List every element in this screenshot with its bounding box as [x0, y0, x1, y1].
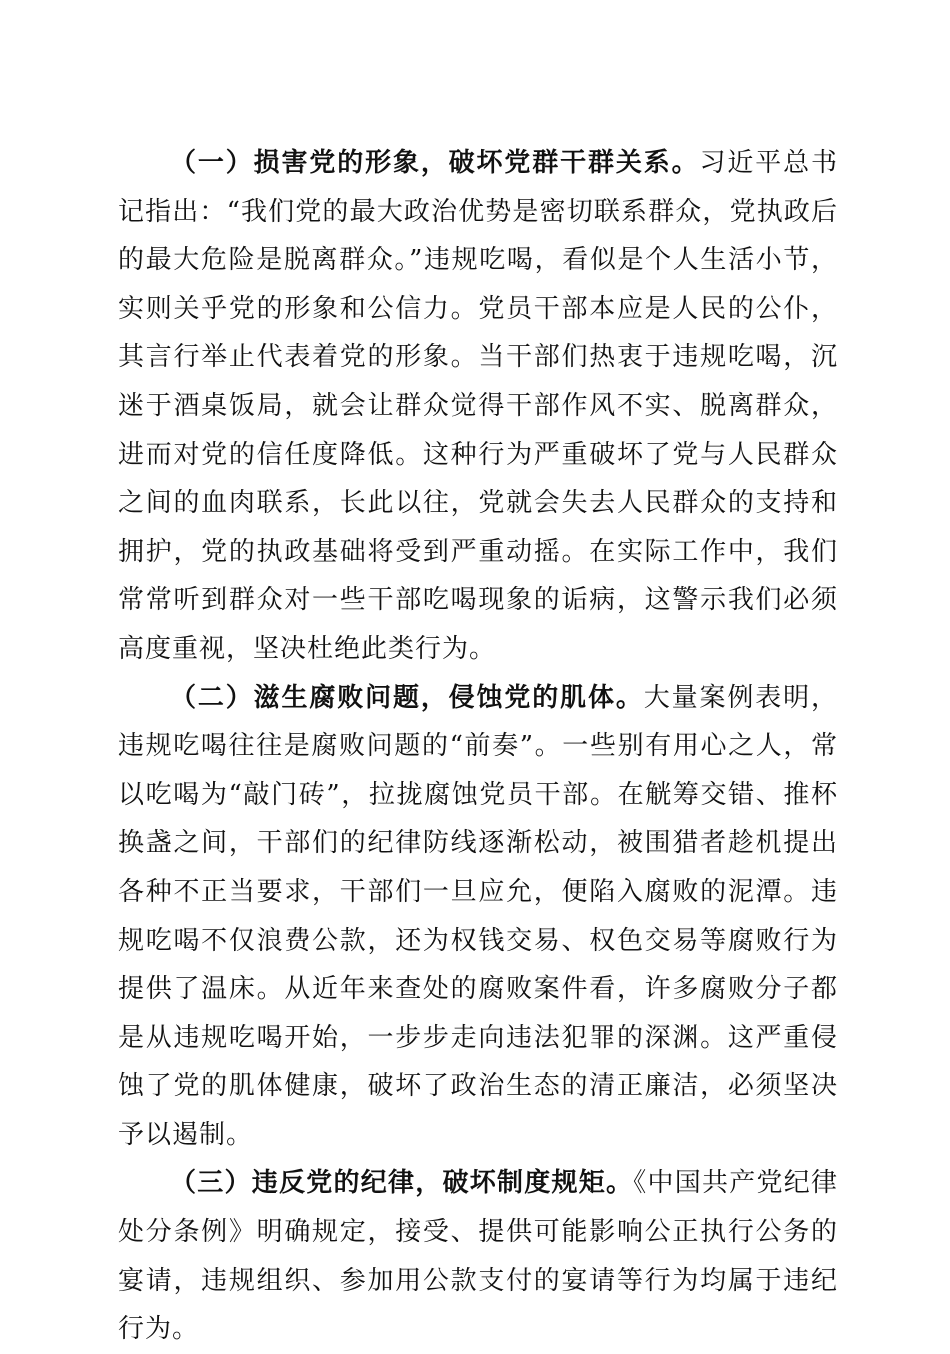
document-body [118, 139, 838, 1354]
paragraph-2-text: 大量案例表明，违规吃喝往往是腐败问题的“前奏”。一些别有用心之人，常以吃喝为“敲门砖”，拉拢腐蚀党员干部。在觥筹交错、推杯换盏之间，干部们的纪律防线逐渐松动，被围猎者趁机提出各种不正当要求，干部们一旦应允，便陷入腐败的泥潭。违规吃喝不仅浪费公款，还为权钱交易、权色交易等腐败行为提供了温床。从近年来查处的腐败案件看，许多腐败分子都是从违规吃喝开始，一步步走向违法犯罪的深渊。这严重侵蚀了党的肌体健康，破坏了政治生态的清正廉洁，必须坚决予以遏制。 [118, 682, 838, 1150]
paragraph-2-heading: （二）滋生腐败问题，侵蚀党的肌体。 [170, 682, 644, 713]
paragraph-1-heading: （一）损害党的形象，破坏党群干群关系。 [170, 148, 700, 178]
paragraph-3-text: 《中国共产党纪律处分条例》明确规定，接受、提供可能影响公正执行公务的宴请，违规组织、参加用公款支付的宴请等行为均属于违纪行为。 [118, 1168, 838, 1345]
paragraph-3 [118, 1159, 838, 1353]
paragraph-3-heading: （三）违反党的纪律，破坏制度规矩。 [170, 1168, 634, 1199]
paragraph-1-text: 习近平总书记指出：“我们党的最大政治优势是密切联系群众，党执政后的最大危险是脱离群众。”违规吃喝，看似是个人生活小节，实则关乎党的形象和公信力。党员干部本应是人民的公仆，其言行举止代表着党的形象。当干部们热衷于违规吃喝，沉迷于酒桌饭局，就会让群众觉得干部作风不实、脱离群众，进而对党的信任度降低。这种行为严重破坏了党与人民群众之间的血肉联系，长此以往，党就会失去人民群众的支持和拥护，党的执政基础将受到严重动摇。在实际工作中，我们常常听到群众对一些干部吃喝现象的诟病，这警示我们必须高度重视，坚决杜绝此类行为。 [118, 148, 838, 664]
paragraph-1 [118, 139, 838, 674]
paragraph-2 [118, 674, 838, 1160]
